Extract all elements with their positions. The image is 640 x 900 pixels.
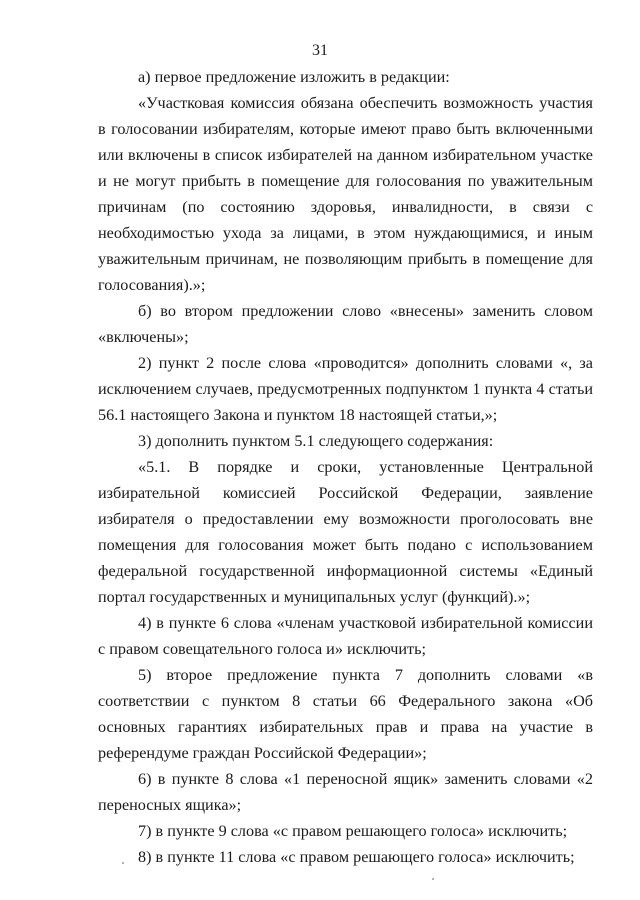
page-number: 31 bbox=[312, 42, 328, 59]
paragraph-item-4: 4) в пункте 6 слова «членам участковой избирательной комиссии с правом совещательного голоса и» исключить; bbox=[98, 614, 593, 658]
paragraph-item-3: 3) дополнить пунктом 5.1 следующего содержания: bbox=[138, 432, 494, 450]
paragraph-item-6: 6) в пункте 8 слова «1 переносной ящик» заменить словами «2 переносных ящика»; bbox=[98, 770, 593, 814]
paragraph-item-7: 7) в пункте 9 слова «с правом решающего голоса» исключить; bbox=[138, 822, 568, 840]
paragraph-item-5: 5) второе предложение пункта 7 дополнить словами «в соответствии с пунктом 8 статьи 66 Федерального закона «Об основных гарантиях избирательных прав и права на участие в референдуме граждан Российской Федерации»; bbox=[98, 666, 593, 762]
paragraph-quote-5-1: «5.1. В порядке и сроки, установленные Центральной избирательной комиссией Российской Федерации, заявление избирателя о предоставлении ему возможности проголосовать вне помещения для голосования может быть подано с использованием федеральной государственной информационной системы «Единый портал государственных и муниципальных услуг (функций).»; bbox=[98, 458, 593, 606]
paragraph-item-8: 8) в пункте 11 слова «с правом решающего голоса» исключить; bbox=[138, 848, 575, 866]
scan-speck bbox=[122, 862, 124, 864]
document-body bbox=[98, 64, 593, 870]
paragraph-quote-commission-duty: «Участковая комиссия обязана обеспечить возможность участия в голосовании избирателям, которые имеют право быть включенными или включены в список избирателей на данном избирательном участке и не могут прибыть в помещение для голосования по уважительным причинам (по состоянию здоровья, инвалидности, в связи с необходимостью ухода за лицами, в этом нуждающимися, и иным уважительным причинам, не позволяющим прибыть в помещение для голосования).»; bbox=[98, 94, 593, 294]
paragraph-a-first-sentence: а) первое предложение изложить в редакции: bbox=[138, 68, 450, 86]
scan-speck bbox=[432, 878, 434, 880]
paragraph-b-second-sentence: б) во втором предложении слово «внесены» заменить словом «включены»; bbox=[98, 302, 593, 346]
paragraph-item-2: 2) пункт 2 после слова «проводится» дополнить словами «, за исключением случаев, предусмотренных подпунктом 1 пункта 4 статьи 56.1 настоящего Закона и пунктом 18 настоящей статьи,»; bbox=[98, 354, 593, 424]
